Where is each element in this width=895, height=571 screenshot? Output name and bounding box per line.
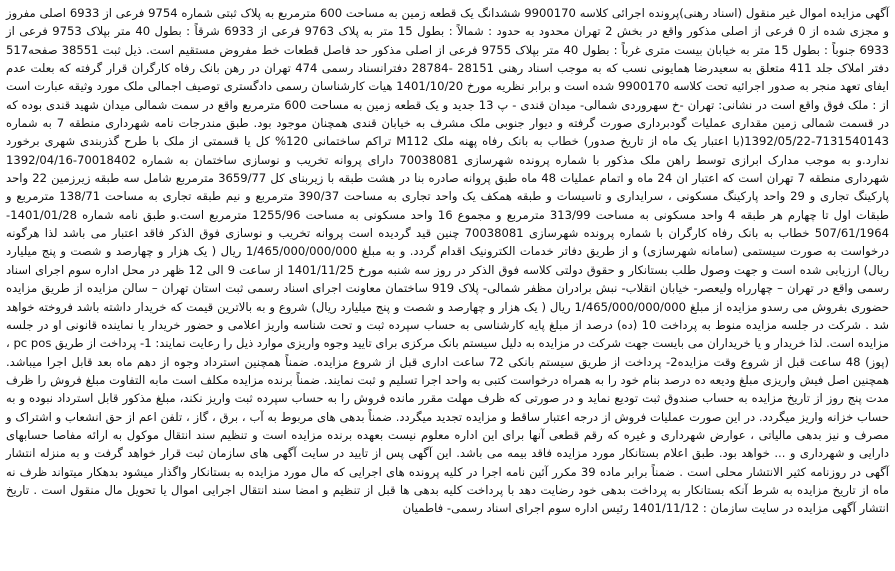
auction-notice-body: آگهی مزایده اموال غیر منقول (اسناد رهنی)پرونده اجرائی کلاسه 9900170 ششدانگ یک قطعه زمین به مساحت 600 مترمربع به پلاک ثبتی شماره 9754 فرعی از 6933 اصلی مفروز و مجزی شده از 0 فرعی از اصلی مذکور واقع در بخش 2 تهران محدود به حدود : شمالاً : بطول 15 متر به پلاک 9763 فرعی از 6933 شرقاً : بطول 40 متر بپلاک 9753 فرعی از 6933 جنوباً : بطول 15 متر به خیابان بیست متری غرباً : بطول 40 متر بپلاک 9755 فرعی از اصلی مذکور حد فاصل قطعات خط مفروض مستقیم است. ذیل ثبت 38551 صفحه517 دفتر املاک جلد 411 متعلق به سعیدرضا همایونی نسب که به موجب اسناد رهنی 28151 -28784 دفترانسناد رسمی 474 تهران در رهن بانک رفاه کارگران قرار گرفته که بعلت عدم ایفای تعهد منجر به صدور اجرائیه تحت کلاسه 9900170 شده است و برابر نظریه مورخ 1401/10/20 هیات کارشناسان رسمی دادگستری توصیف اجمالی ملک مورد وثیقه عبارت است از : ملک فوق واقع است در نشانی: تهران -خ سهروردی شمالی- میدان قندی - پ 13 جدید و یک قطعه زمین به مساحت 600 مترمربع واقع در سمت شمالی میدان شهید قندی بوده که در قسمت شمالی زمین مقداری عملیات گودبرداری صورت گرفته و دیوار جنوبی ملک مشرف به خیابان قندی همچنان موجود بود. طبق مندرجات نامه شهرداری منطقه 7 به شماره 7131540143-1392/05/22(با اعتبار یک ماه از تاریخ صدور) خطاب به بانک رفاه پهنه ملک M112 تراکم ساختمانی 120% کل یا قسمتی از ملک با طرح گذربندی شهری برخورد ندارد.و به موجب مدارک ابرازی توسط راهن ملک مذکور با شماره پرونده شهرسازی 70038081 دارای پروانه تخریب و نوسازی ساختمان به شماره 70018402-1392/04/16 شهرداری منطقه 7 تهران است که اعتبار ان 24 ماه و اتمام عملیات 48 ماه طبق پروانه صادره بنا در هشت طبقه با زیربنای کل 3659/77 مترمربع شامل سه طبقه زیرزمین 22 واحد پارکینگ تجاری و 29 واحد پارکینگ مسکونی ، سرایداری و تاسیسات و طبقه همکف یک واحد تجاری به مساحت 390/37 مترمربع و نیم طبقه تجاری به مساحت 138/71 مترمربع و طبقات اول تا چهارم هر طبقه 4 واحد مسکونی به مساحت 313/99 مترمربع و مجموع 16 واحد مسکونی به مساحت 1255/96 مترمربع است.و طبق نامه شماره 1401/01/28-507/61/1964 خطاب به بانک رفاه کارگران با شماره پرونده شهرسازی 70038081 چنین قید گردیده است پروانه تخریب و نوسازی فوق الذکر فاقد اعتبار می باشد لذا هرگونه درخواست به صورت سیستمی (سامانه شهرسازی) و از طریق دفاتر خدمات الکترونیک اقدام گردد. و به مبلغ 1/465/000/000/000 ریال ( یک هزار و چهارصد و شصت و پنج میلیارد ریال) ارزیابی شده است و جهت وصول طلب بستانکار و حقوق دولتی کلاسه فوق الذکر در روز سه شنبه مورخ 1401/11/25 از ساعت 9 الی 12 ظهر در محل اداره سوم اجرای اسناد رسمی واقع در تهران – چهارراه ولیعصر- خیابان انقلاب- نبش برادران مظفر شمالی- پلاک 919 ساختمان معاونت اجرای اسناد رسمی ثبت استان تهران – سالن مزایده از طریق مزایده حضوری بفروش می رسدو مزایده از مبلغ 1/465/000/000/000 ریال ( یک هزار و چهارصد و شصت و پنج میلیارد ریال) شروع و به بالاترین قیمت که خریدار داشته باشد فروخته خواهد شد . شرکت در جلسه مزایده منوط به پرداخت 10 (ده) درصد از مبلغ پایه کارشناسی به حساب سپرده ثبت و تحت شناسه واریز اعلامی و حضور خریدار یا نماینده قانونی او در جلسه مزایده است. لذا خریدار و یا خریداران می بایست جهت شرکت در مزایده به دلیل سیستم بانک مرکزی برای تایید وجوه واریزی موارد ذیل را رعایت نمایند: 1- پرداخت از طریق pc pos ، (پوز) 48 ساعت قبل از شروع وقت مزایده2- پرداخت از طریق سیستم بانکی 72 ساعت اداری قبل از شروع مزایده. ضمناً همچنین استرداد وجوه از دهم ماه بعد قابل اجرا میباشد. همچنین اصل فیش واریزی مبلغ ودیعه ده درصد بنام خود را به همراه درخواست کتبی به واحد اجرا تسلیم و ثبت نمایند. ضمناً برنده مزایده مکلف است مابه التفاوت مبلغ فروش را ظرف مدت پنج روز از تاریخ مزایده به حساب صندوق ثبت تودیع نماید و در صورتی که ظرف مهلت مقرر مانده فروش را به حساب سپرده ثبت واریز نکند، مبلغ مذکور قابل استرداد نبوده و به حساب خزانه واریز میگردد. در این صورت عملیات فروش از درجه اعتبار ساقط و مزایده تجدید میگردد. ضمناً بدهی های مربوط به آب ، برق ، گاز ، تلفن اعم از حق انشعاب و اشتراک و مصرف و نیز بدهی مالیاتی ، عوارض شهرداری و غیره که رقم قطعی آنها برای این اداره معلوم نیست بعهده برنده مزایده است و تنظیم سند انتقال موکول به ارائه مفاصا حسابهای دارایی و شهرداری و ... خواهد بود. طبق اعلام بستانکار مورد مزایده فاقد بیمه می باشد. این آگهی پس از تایید در سایت آگهی های سازمان ثبت قرار خواهد گرفت و به منزله انتشار آگهی در روزنامه کثیر الانتشار محلی است . ضمناً برابر ماده 39 مکرر آئین نامه اجرا در کلیه پرونده های اجرایی که مال مورد مزایده به بستانکار واگذار میشود بدهکار میتواند ظرف نه ماه از تاریخ مزایده به شرط آنکه بستانکار به پرداخت بدهی خود رضایت دهد با پرداخت کلیه بدهی ها قبل از تنظیم و امضا سند انتقال اجرایی اموال یا تحویل مال منقول است . تاریخ انتشار آگهی مزایده در سایت سازمان : 1401/11/12 رئیس اداره سوم اجرای اسناد رسمی- فاطمیان <box>6 6 890 516</box>
